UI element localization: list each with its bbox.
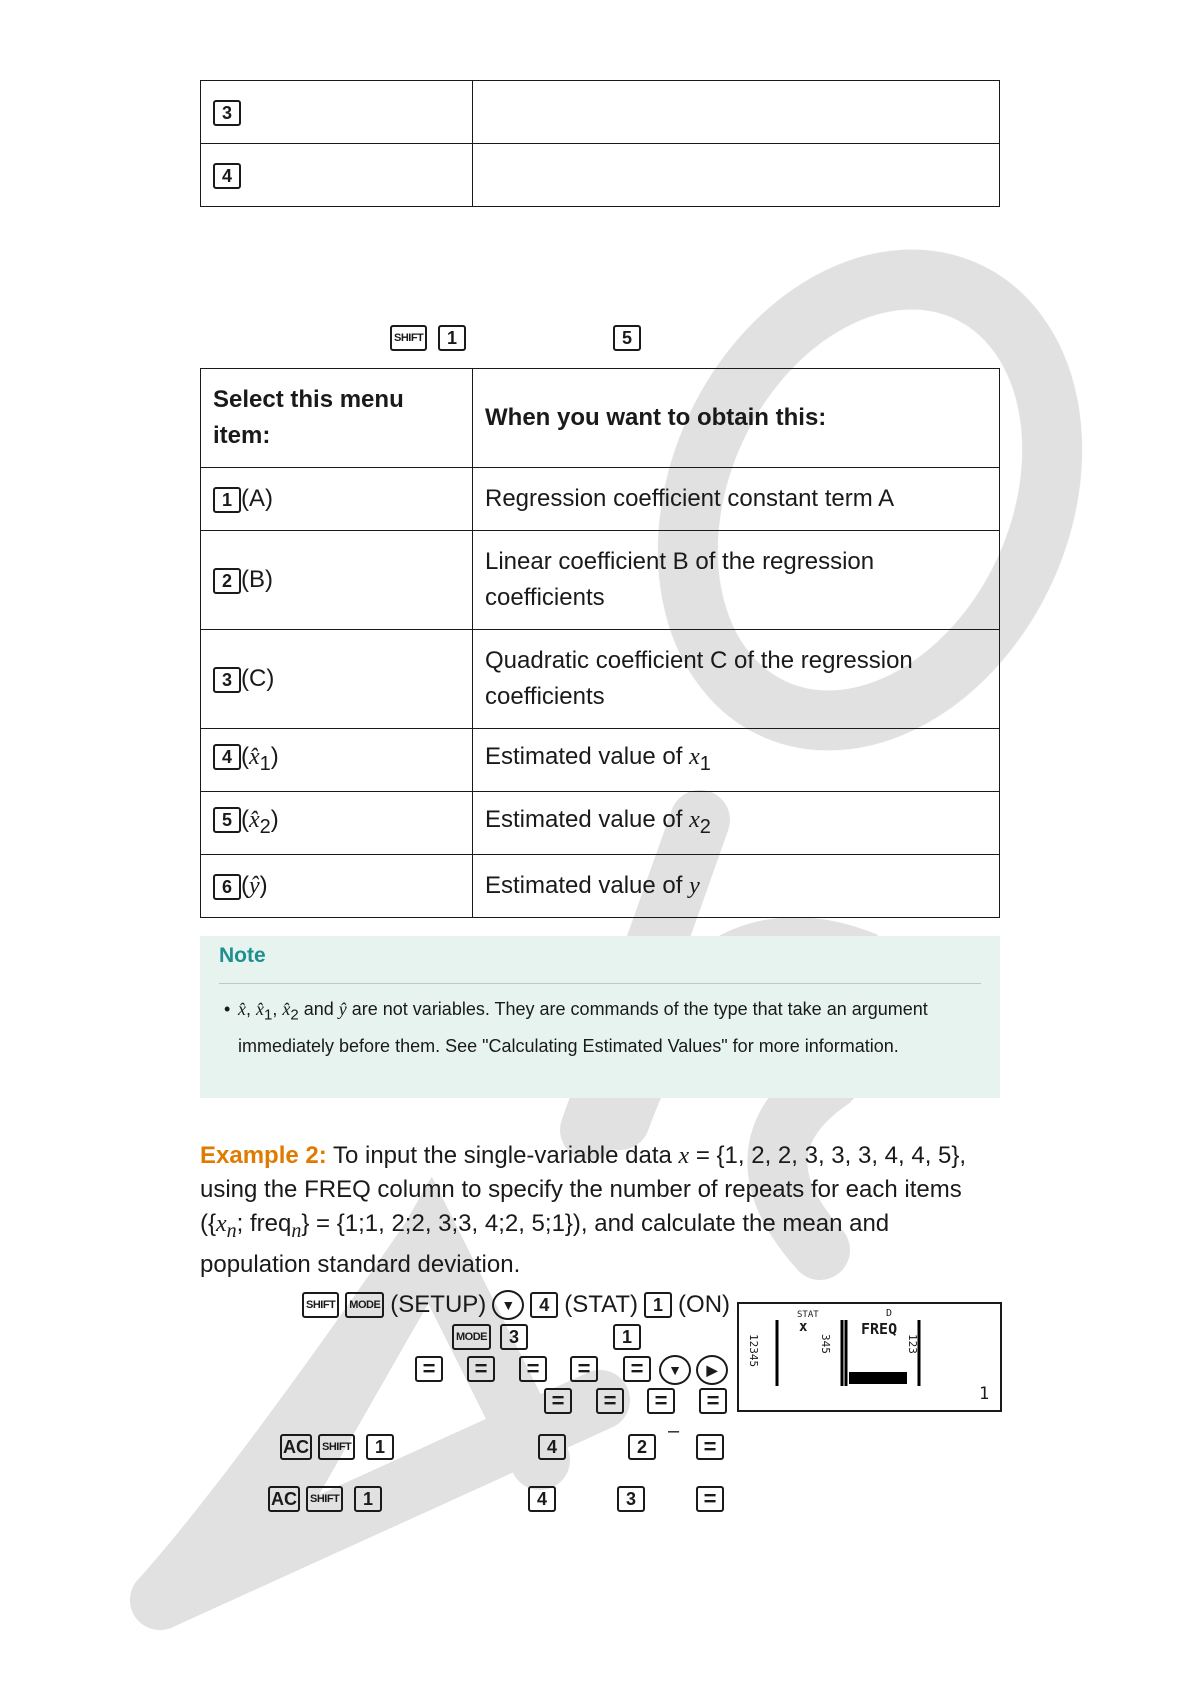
menu-item-desc: Linear coefficient B of the regression coefficients — [473, 531, 1000, 630]
row-number: 1 — [747, 1334, 760, 1341]
equals-key: = — [415, 1356, 443, 1382]
variable-y: y — [689, 873, 700, 899]
cursor-value: 1 — [979, 1384, 990, 1404]
paren: ( — [241, 805, 249, 833]
x-hat-symbol: x̂ — [256, 999, 265, 1019]
shift-key: SHIFT — [390, 325, 427, 351]
table-row — [201, 630, 1000, 729]
note-text — [238, 994, 960, 1062]
y-hat-symbol: ŷ — [338, 999, 347, 1019]
setup-label: (SETUP) — [390, 1291, 487, 1318]
menu-item-desc: Regression coefficient constant term A — [473, 468, 1000, 531]
table-cell — [473, 144, 1000, 207]
equals-key: = — [696, 1434, 724, 1460]
example-label: Example 2: — [200, 1142, 327, 1169]
x-hat-symbol: x̂ — [238, 999, 246, 1019]
down-arrow-icon: ▼ — [659, 1355, 691, 1385]
row-number: 4 — [747, 1353, 760, 1361]
paren: ( — [241, 742, 249, 770]
paren: ) — [270, 805, 279, 833]
ac-key: AC — [280, 1434, 312, 1460]
key-4: 4 — [213, 163, 241, 189]
key-1: 1 — [613, 1324, 641, 1350]
example-text: } = {1;1, 2;2, 3;3, 4;2, 5;1}), and calculate the mean and population standard deviation. — [200, 1210, 890, 1278]
header-obtain: When you want to obtain this: — [473, 369, 1000, 468]
key-4: 4 — [530, 1292, 558, 1318]
menu-item-label: (A) — [241, 485, 273, 512]
key-5: 5 — [213, 807, 241, 833]
table-row — [201, 855, 1000, 918]
subscript: 1 — [264, 1006, 273, 1024]
equals-key: = — [544, 1388, 572, 1414]
equals-key: = — [696, 1486, 724, 1512]
shift-key: SHIFT — [318, 1434, 355, 1460]
example-paragraph — [200, 1139, 970, 1282]
key-1: 1 — [366, 1434, 394, 1460]
table-row — [201, 144, 1000, 207]
key-5: 5 — [613, 325, 641, 351]
subscript: 1 — [699, 752, 711, 775]
conjunction: and — [298, 999, 339, 1019]
table-row — [201, 729, 1000, 792]
variable-x: x — [216, 1211, 227, 1237]
equals-key: = — [596, 1388, 624, 1414]
bullet: • — [224, 999, 231, 1019]
subscript: 1 — [259, 752, 271, 775]
freq-values — [907, 1334, 918, 1354]
variable-x: x — [689, 743, 700, 770]
x-value: 3 — [819, 1334, 832, 1341]
table-row — [201, 792, 1000, 855]
equals-key: = — [647, 1388, 675, 1414]
x-column-header: x — [799, 1319, 808, 1335]
menu-item-desc: Estimated value of — [485, 742, 690, 770]
menu-item-label: (B) — [241, 566, 273, 593]
subscript: 2 — [290, 1006, 299, 1024]
freq-value: 1 — [906, 1334, 919, 1341]
menu-item-desc: Estimated value of — [485, 872, 690, 899]
note-sentence: are not variables. They are commands of the type that take an argument immediately before them. See "Calculating Estimated Values" for more information. — [238, 999, 928, 1056]
table-row — [201, 531, 1000, 630]
menu-item-label: (C) — [241, 665, 275, 692]
note-title: Note — [219, 944, 266, 967]
mode-key: MODE — [345, 1292, 384, 1318]
equals-key: = — [467, 1356, 495, 1382]
x-values — [820, 1334, 831, 1354]
separator: , — [272, 999, 283, 1019]
paren: ) — [270, 742, 279, 770]
subscript: n — [291, 1219, 302, 1242]
x-hat-symbol: x̂ — [282, 999, 291, 1019]
separator: , — [246, 999, 257, 1019]
example-text: = {1, 2, 2, 3, 3, 3, 4, 4, 5}, using the FREQ column to specify the number of repeats for each items ({ — [200, 1142, 967, 1237]
paren: ) — [259, 872, 268, 899]
variable-x: x — [678, 1143, 690, 1169]
key-6: 6 — [213, 874, 241, 900]
top-table — [200, 80, 1000, 207]
variable-x: x — [689, 806, 700, 833]
key-1: 1 — [438, 325, 466, 351]
equals-key: = — [699, 1388, 727, 1414]
key-1: 1 — [354, 1486, 382, 1512]
key-3: 3 — [213, 667, 241, 693]
table-cell — [473, 81, 1000, 144]
freq-column-header: FREQ — [861, 1320, 898, 1338]
menu-table — [200, 368, 1000, 918]
stat-indicator: STAT — [797, 1310, 819, 1320]
freq-value: 3 — [906, 1347, 919, 1354]
example-text: ; freq — [236, 1210, 292, 1237]
subscript: n — [226, 1219, 237, 1242]
key-2: 2 — [213, 568, 241, 594]
key-3: 3 — [500, 1324, 528, 1350]
key-3: 3 — [213, 100, 241, 126]
divider — [219, 983, 981, 984]
stat-label: (STAT) — [564, 1291, 639, 1318]
y-hat-symbol: ŷ — [249, 873, 260, 899]
right-arrow-icon: ▶ — [696, 1355, 728, 1385]
equals-key: = — [570, 1356, 598, 1382]
subscript: 2 — [699, 815, 711, 838]
bar-mark: – — [668, 1420, 680, 1442]
calculator-screen — [737, 1302, 1002, 1412]
row-number: 5 — [747, 1360, 760, 1368]
menu-item-desc: Estimated value of — [485, 805, 690, 833]
key-sequence-1 — [302, 1290, 730, 1320]
key-2: 2 — [628, 1434, 656, 1460]
mode-key: MODE — [452, 1324, 491, 1350]
shift-key: SHIFT — [302, 1292, 339, 1318]
header-menu-item: Select this menu item: — [201, 369, 473, 468]
key-4: 4 — [528, 1486, 556, 1512]
key-1: 1 — [644, 1292, 672, 1318]
note-box — [200, 936, 1000, 1098]
table-header-row — [201, 369, 1000, 468]
example-text: To input the single-variable data — [326, 1142, 679, 1169]
key-4: 4 — [538, 1434, 566, 1460]
x-value: 5 — [819, 1347, 832, 1354]
down-arrow-icon: ▼ — [492, 1290, 524, 1320]
table-row — [201, 81, 1000, 144]
key-3: 3 — [617, 1486, 645, 1512]
x-hat-symbol: x̂ — [249, 743, 260, 770]
row-numbers — [748, 1334, 759, 1367]
menu-item-desc: Quadratic coefficient C of the regression coefficients — [473, 630, 1000, 729]
paren: ( — [241, 872, 249, 899]
ac-key: AC — [268, 1486, 300, 1512]
equals-key: = — [623, 1356, 651, 1382]
subscript: 2 — [259, 815, 271, 838]
key-4: 4 — [213, 744, 241, 770]
d-marker: D — [886, 1308, 893, 1319]
key-1: 1 — [213, 487, 241, 513]
row-number: 2 — [747, 1340, 760, 1348]
table-row — [201, 468, 1000, 531]
x-hat-symbol: x̂ — [249, 806, 260, 833]
shift-key: SHIFT — [306, 1486, 343, 1512]
row-number: 3 — [747, 1347, 760, 1354]
freq-value: 2 — [906, 1340, 919, 1348]
x-value: 4 — [819, 1340, 832, 1348]
equals-key: = — [519, 1356, 547, 1382]
on-label: (ON) — [678, 1291, 731, 1318]
